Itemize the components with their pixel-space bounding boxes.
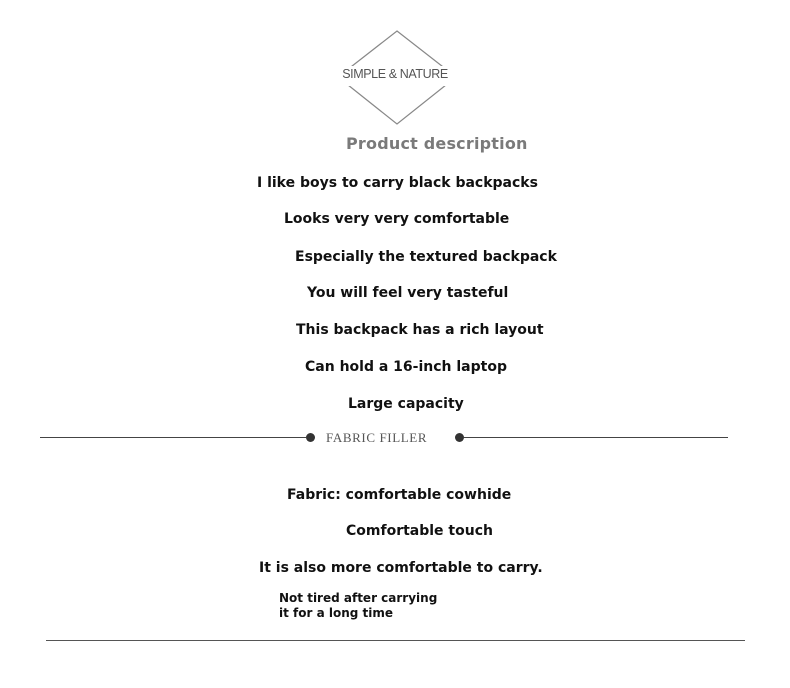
divider-rule-right (464, 437, 728, 438)
divider-label: FABRIC FILLER (326, 430, 428, 445)
brand-logo (330, 28, 460, 128)
bottom-divider (46, 640, 745, 641)
fabric-line: Fabric: comfortable cowhide (287, 487, 512, 503)
description-line: Can hold a 16-inch laptop (305, 359, 507, 375)
fabric-line: Comfortable touch (346, 523, 493, 539)
description-line: You will feel very tasteful (307, 285, 509, 301)
fabric-line: It is also more comfortable to carry. (259, 560, 543, 576)
divider-dot-right-icon (455, 433, 464, 442)
description-line: Large capacity (348, 396, 464, 412)
fabric-note-line: it for a long time (279, 606, 394, 620)
section-divider (40, 427, 728, 447)
description-line: I like boys to carry black backpacks (257, 175, 538, 191)
fabric-note-line: Not tired after carrying (279, 591, 438, 605)
brand-logo-text: SIMPLE & NATURE (342, 67, 448, 81)
description-line: Looks very very comfortable (284, 211, 510, 227)
section-heading: Product description (346, 134, 528, 153)
divider-rule-left (40, 437, 306, 438)
description-line: Especially the textured backpack (295, 249, 557, 265)
divider-dot-left-icon (306, 433, 315, 442)
description-line: This backpack has a rich layout (296, 322, 544, 338)
